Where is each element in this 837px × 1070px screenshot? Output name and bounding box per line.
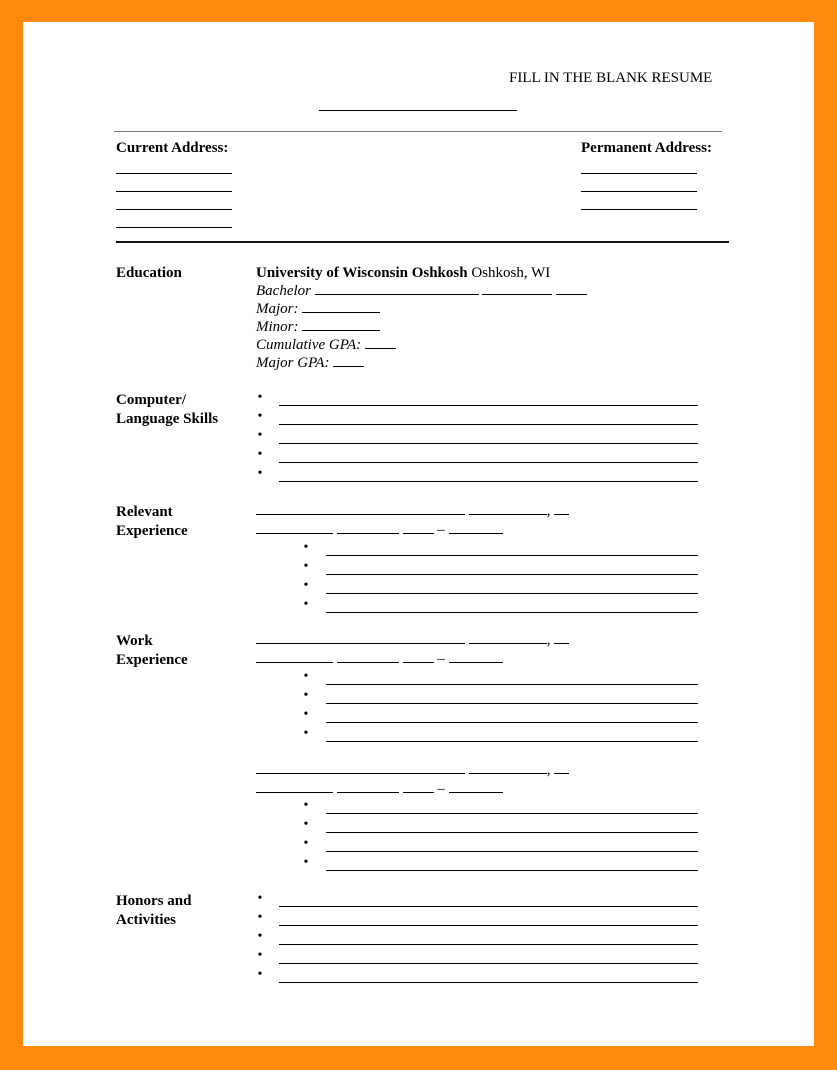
bullet-icon: • xyxy=(257,447,263,462)
education-block xyxy=(256,264,587,372)
position-blank[interactable] xyxy=(256,513,465,515)
skills-blank-line[interactable] xyxy=(279,405,698,406)
major-label: Major: xyxy=(256,301,299,317)
comma-text: , xyxy=(546,762,551,778)
state-blank[interactable] xyxy=(554,642,569,644)
bullet-icon: • xyxy=(303,559,309,574)
comma-text: , xyxy=(546,503,551,519)
state-blank[interactable] xyxy=(554,513,569,515)
skills-label-line2: Language Skills xyxy=(116,411,219,427)
work-blank-line[interactable] xyxy=(326,851,698,852)
employer-blank[interactable] xyxy=(469,642,547,644)
skills-label-line1: Computer/ xyxy=(116,392,186,408)
work-blank-line[interactable] xyxy=(326,741,698,742)
work-dates-row xyxy=(256,780,503,798)
minor-label: Minor: xyxy=(256,319,299,335)
position-blank[interactable] xyxy=(256,642,465,644)
work-blank-line[interactable] xyxy=(326,813,698,814)
work-dates-row xyxy=(256,650,503,668)
permanent-address-line[interactable] xyxy=(581,191,697,192)
section-divider xyxy=(116,241,729,243)
bullet-icon: • xyxy=(257,428,263,443)
header-divider xyxy=(114,131,722,132)
dash-text: – xyxy=(437,522,445,538)
honors-label-line2: Activities xyxy=(116,912,176,928)
bullet-icon: • xyxy=(257,409,263,424)
work-blank-line[interactable] xyxy=(326,832,698,833)
permanent-address-line[interactable] xyxy=(581,173,697,174)
bullet-icon: • xyxy=(257,948,263,963)
work-blank-line[interactable] xyxy=(326,703,698,704)
work-blank-line[interactable] xyxy=(326,684,698,685)
dash-text: – xyxy=(437,781,445,797)
school-location: Oshkosh, WI xyxy=(471,265,551,281)
date-blank[interactable] xyxy=(337,791,399,793)
bullet-icon: • xyxy=(303,669,309,684)
relevant-label-line2: Experience xyxy=(116,523,188,539)
skills-blank-line[interactable] xyxy=(279,424,698,425)
work-label-line2: Experience xyxy=(116,652,188,668)
relevant-blank-line[interactable] xyxy=(326,574,698,575)
minor-row xyxy=(256,318,587,336)
date-blank[interactable] xyxy=(256,532,333,534)
degree-label: Bachelor xyxy=(256,283,311,299)
comma-text: , xyxy=(546,632,551,648)
cumulative-gpa-label: Cumulative GPA: xyxy=(256,337,362,353)
date-blank[interactable] xyxy=(256,791,333,793)
relevant-blank-line[interactable] xyxy=(326,612,698,613)
honors-label-line1: Honors and xyxy=(116,893,192,909)
current-address-line[interactable] xyxy=(116,191,232,192)
work-experience-label xyxy=(116,632,188,670)
degree-blank[interactable] xyxy=(315,293,479,295)
relevant-experience-label xyxy=(116,503,188,541)
bullet-icon: • xyxy=(257,967,263,982)
skills-blank-line[interactable] xyxy=(279,462,698,463)
bullet-icon: • xyxy=(257,910,263,925)
dash-text: – xyxy=(437,651,445,667)
date-blank[interactable] xyxy=(403,661,434,663)
name-blank-line[interactable] xyxy=(319,110,517,111)
state-blank[interactable] xyxy=(554,772,569,774)
school-name: University of Wisconsin Oshkosh xyxy=(256,265,468,281)
major-gpa-row xyxy=(256,354,587,372)
bullet-icon: • xyxy=(303,597,309,612)
relevant-label-line1: Relevant xyxy=(116,504,173,520)
work-position-row xyxy=(256,631,569,649)
major-row xyxy=(256,300,587,318)
degree-blank[interactable] xyxy=(482,293,552,295)
position-blank[interactable] xyxy=(256,772,465,774)
current-address-line[interactable] xyxy=(116,227,232,228)
work-position-row xyxy=(256,761,569,779)
major-gpa-label: Major GPA: xyxy=(256,355,330,371)
current-address-line[interactable] xyxy=(116,173,232,174)
permanent-address-label: Permanent Address: xyxy=(581,140,712,156)
current-address-label: Current Address: xyxy=(116,140,229,156)
degree-row xyxy=(256,282,587,300)
skills-blank-line[interactable] xyxy=(279,443,698,444)
date-blank[interactable] xyxy=(337,661,399,663)
major-blank[interactable] xyxy=(302,311,380,313)
bullet-icon: • xyxy=(303,855,309,870)
bullet-icon: • xyxy=(257,390,263,405)
bullet-icon: • xyxy=(303,540,309,555)
permanent-address-line[interactable] xyxy=(581,209,697,210)
bullet-icon: • xyxy=(303,578,309,593)
honors-blank-line[interactable] xyxy=(279,963,698,964)
honors-blank-line[interactable] xyxy=(279,906,698,907)
bullet-icon: • xyxy=(303,688,309,703)
cumulative-gpa-row xyxy=(256,336,587,354)
relevant-dates-row xyxy=(256,521,503,539)
cumulative-gpa-blank[interactable] xyxy=(365,347,396,349)
honors-blank-line[interactable] xyxy=(279,982,698,983)
date-blank[interactable] xyxy=(256,661,333,663)
work-blank-line[interactable] xyxy=(326,722,698,723)
bullet-icon: • xyxy=(303,707,309,722)
relevant-blank-line[interactable] xyxy=(326,555,698,556)
honors-blank-line[interactable] xyxy=(279,944,698,945)
date-blank[interactable] xyxy=(337,532,399,534)
employer-blank[interactable] xyxy=(469,513,547,515)
skills-label xyxy=(116,391,218,429)
resume-page xyxy=(23,22,814,1046)
bullet-icon: • xyxy=(303,726,309,741)
bullet-icon: • xyxy=(303,798,309,813)
date-blank[interactable] xyxy=(449,532,503,534)
honors-blank-line[interactable] xyxy=(279,925,698,926)
minor-blank[interactable] xyxy=(302,329,380,331)
relevant-blank-line[interactable] xyxy=(326,593,698,594)
resume-title: FILL IN THE BLANK RESUME xyxy=(509,70,713,86)
date-blank[interactable] xyxy=(449,791,503,793)
work-label-line1: Work xyxy=(116,633,153,649)
bullet-icon: • xyxy=(257,929,263,944)
date-blank[interactable] xyxy=(449,661,503,663)
skills-blank-line[interactable] xyxy=(279,481,698,482)
school-row xyxy=(256,264,587,282)
major-gpa-blank[interactable] xyxy=(333,365,364,367)
work-blank-line[interactable] xyxy=(326,870,698,871)
bullet-icon: • xyxy=(257,466,263,481)
bullet-icon: • xyxy=(303,836,309,851)
current-address-line[interactable] xyxy=(116,209,232,210)
employer-blank[interactable] xyxy=(469,772,547,774)
relevant-position-row xyxy=(256,502,569,520)
date-blank[interactable] xyxy=(403,532,434,534)
education-label: Education xyxy=(116,265,182,281)
bullet-icon: • xyxy=(303,817,309,832)
honors-label xyxy=(116,892,191,930)
degree-blank[interactable] xyxy=(556,293,587,295)
bullet-icon: • xyxy=(257,891,263,906)
date-blank[interactable] xyxy=(403,791,434,793)
